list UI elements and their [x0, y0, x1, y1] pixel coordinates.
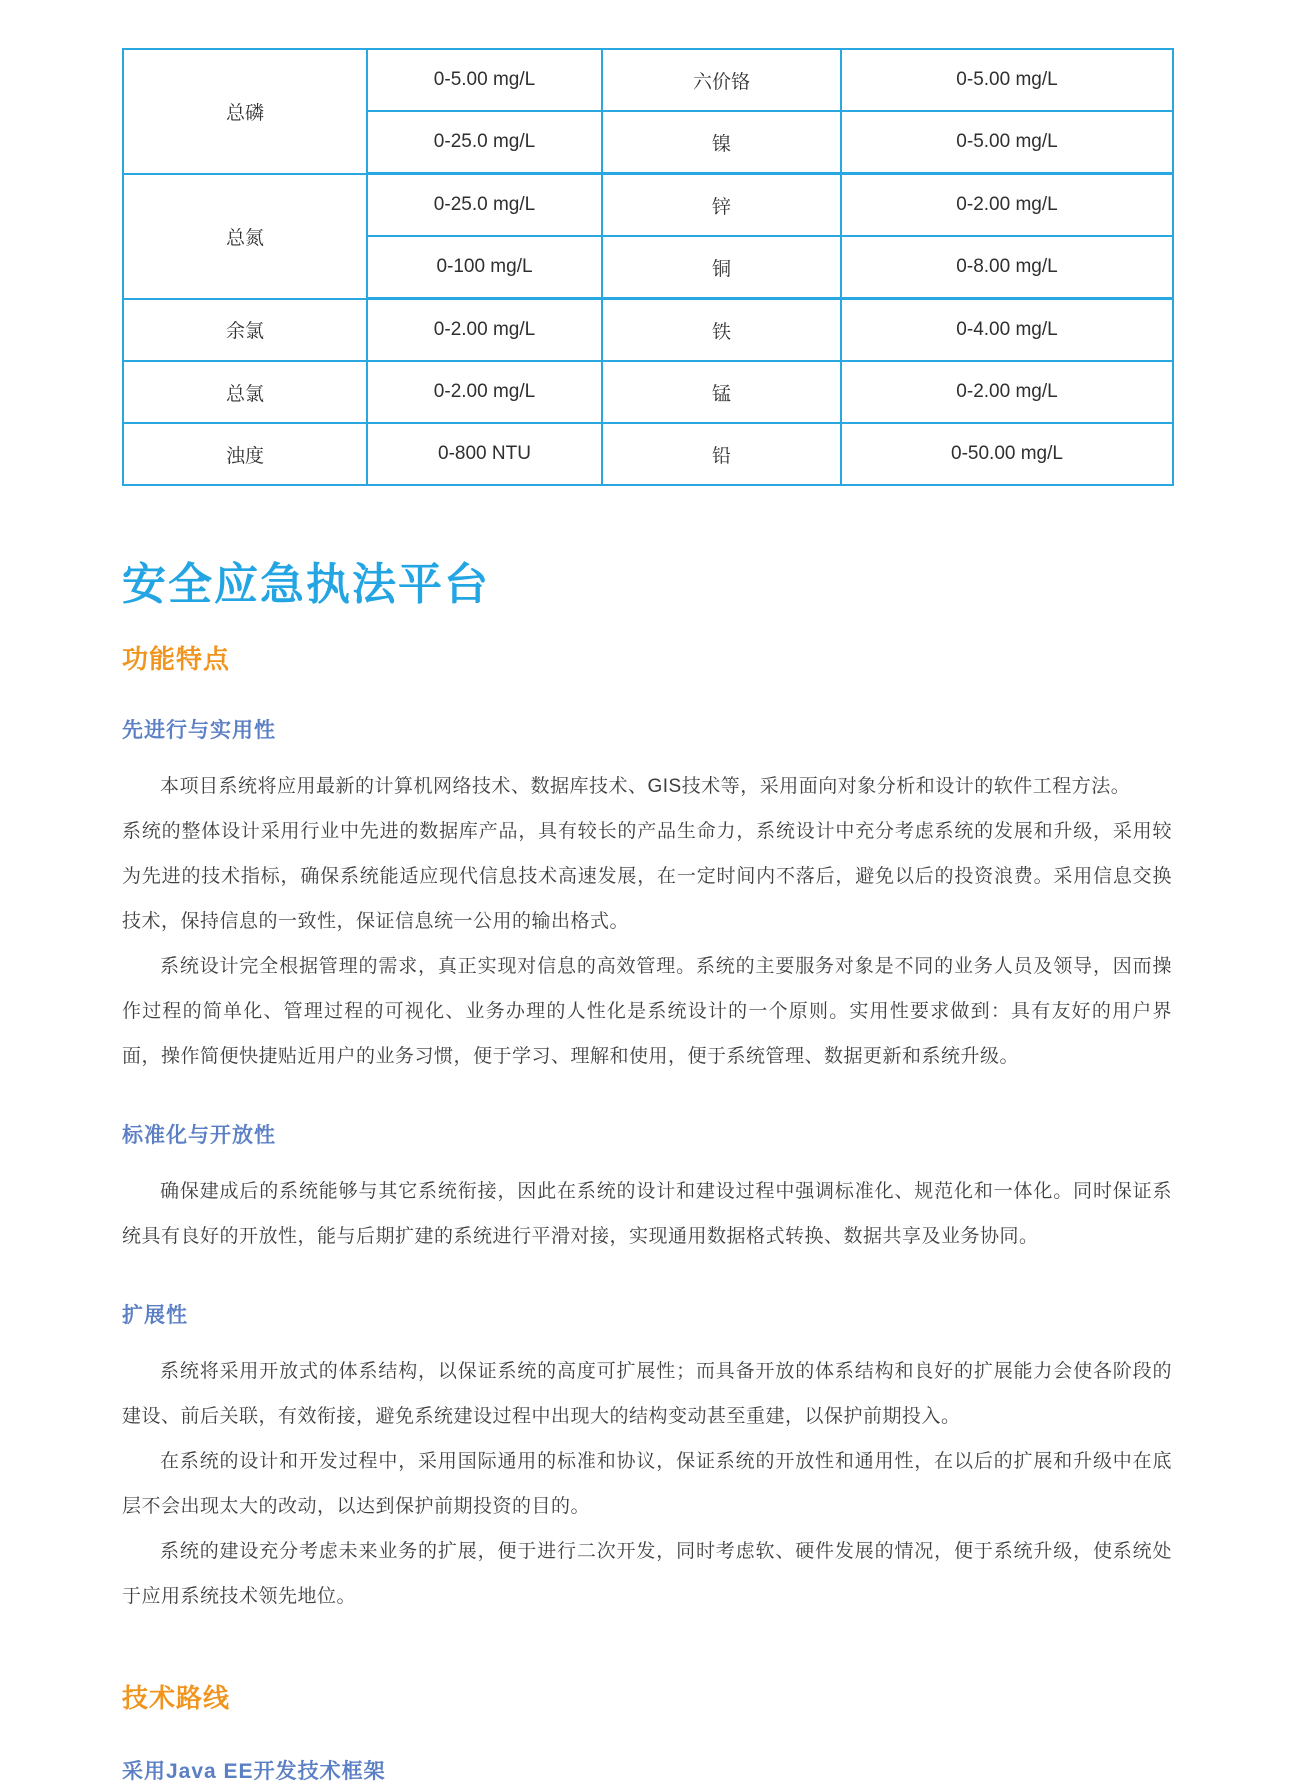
subsection-heading-javaee-framework: 采用Java EE开发技术框架	[122, 1760, 386, 1783]
table-row	[123, 174, 1173, 237]
param-range-cell: 0-5.00 mg/L	[841, 111, 1173, 174]
param-name-cell: 铅	[602, 423, 841, 485]
param-range-cell: 0-800 NTU	[367, 423, 602, 485]
param-range-cell: 0-2.00 mg/L	[841, 361, 1173, 423]
table-row	[123, 361, 1173, 423]
param-name-cell: 浊度	[123, 423, 367, 485]
paragraph: 本项目系统将应用最新的计算机网络技术、数据库技术、GIS技术等，采用面向对象分析和设计的软件工程方法。	[160, 776, 1131, 797]
param-range-cell: 0-8.00 mg/L	[841, 236, 1173, 299]
param-name-cell: 六价铬	[602, 49, 841, 111]
param-range-cell: 0-5.00 mg/L	[841, 49, 1173, 111]
param-range-cell: 0-50.00 mg/L	[841, 423, 1173, 485]
section-heading-tech-route: 技术路线	[122, 1683, 231, 1713]
param-name-cell: 总磷	[123, 49, 367, 174]
param-range-cell: 0-25.0 mg/L	[367, 174, 602, 237]
paragraph: 系统的建设充分考虑未来业务的扩展，便于进行二次开发，同时考虑软、硬件发展的情况，便于系统升级，使系统处于应用系统技术领先地位。	[122, 1541, 1172, 1607]
param-range-cell: 0-25.0 mg/L	[367, 111, 602, 174]
param-name-cell: 铁	[602, 299, 841, 362]
paragraph: 系统设计完全根据管理的需求，真正实现对信息的高效管理。系统的主要服务对象是不同的业务人员及领导，因而操作过程的简单化、管理过程的可视化、业务办理的人性化是系统设计的一个原则。实用性要求做到：具有友好的用户界面，操作简便快捷贴近用户的业务习惯，便于学习、理解和使用，便于系统管理、数据更新和系统升级。	[122, 956, 1172, 1067]
param-name-cell: 镍	[602, 111, 841, 174]
param-name-cell: 锰	[602, 361, 841, 423]
subsection-heading-scalability: 扩展性	[122, 1304, 188, 1327]
subsection-heading-standardization: 标准化与开放性	[122, 1124, 276, 1147]
param-name-cell: 总氯	[123, 361, 367, 423]
param-name-cell: 总氮	[123, 174, 367, 299]
water-quality-parameter-table	[122, 48, 1174, 486]
param-range-cell: 0-100 mg/L	[367, 236, 602, 299]
section-heading-features: 功能特点	[122, 644, 231, 674]
subsection-heading-advancement: 先进行与实用性	[122, 719, 276, 742]
standardization-paragraphs	[122, 1169, 1172, 1259]
param-name-cell: 锌	[602, 174, 841, 237]
table-row	[123, 299, 1173, 362]
paragraph: 系统将采用开放式的体系结构，以保证系统的高度可扩展性；而具备开放的体系结构和良好的扩展能力会使各阶段的建设、前后关联，有效衔接，避免系统建设过程中出现大的结构变动甚至重建，以保护前期投入。	[122, 1361, 1172, 1427]
page-title: 安全应急执法平台	[122, 560, 490, 609]
table-row	[123, 49, 1173, 111]
param-range-cell: 0-2.00 mg/L	[367, 361, 602, 423]
table-row	[123, 423, 1173, 485]
scalability-paragraphs	[122, 1349, 1172, 1619]
advancement-paragraphs	[122, 764, 1172, 1079]
param-range-cell: 0-5.00 mg/L	[367, 49, 602, 111]
paragraph: 系统的整体设计采用行业中先进的数据库产品，具有较长的产品生命力，系统设计中充分考虑系统的发展和升级，采用较为先进的技术指标，确保系统能适应现代信息技术高速发展，在一定时间内不落后，避免以后的投资浪费。采用信息交换技术，保持信息的一致性，保证信息统一公用的输出格式。	[122, 821, 1172, 932]
param-range-cell: 0-2.00 mg/L	[841, 174, 1173, 237]
param-range-cell: 0-4.00 mg/L	[841, 299, 1173, 362]
paragraph: 在系统的设计和开发过程中，采用国际通用的标准和协议，保证系统的开放性和通用性，在以后的扩展和升级中在底层不会出现太大的改动，以达到保护前期投资的目的。	[122, 1451, 1172, 1517]
param-name-cell: 铜	[602, 236, 841, 299]
paragraph: 确保建成后的系统能够与其它系统衔接，因此在系统的设计和建设过程中强调标准化、规范化和一体化。同时保证系统具有良好的开放性，能与后期扩建的系统进行平滑对接，实现通用数据格式转换、数据共享及业务协同。	[122, 1181, 1172, 1247]
param-name-cell: 余氯	[123, 299, 367, 362]
param-range-cell: 0-2.00 mg/L	[367, 299, 602, 362]
